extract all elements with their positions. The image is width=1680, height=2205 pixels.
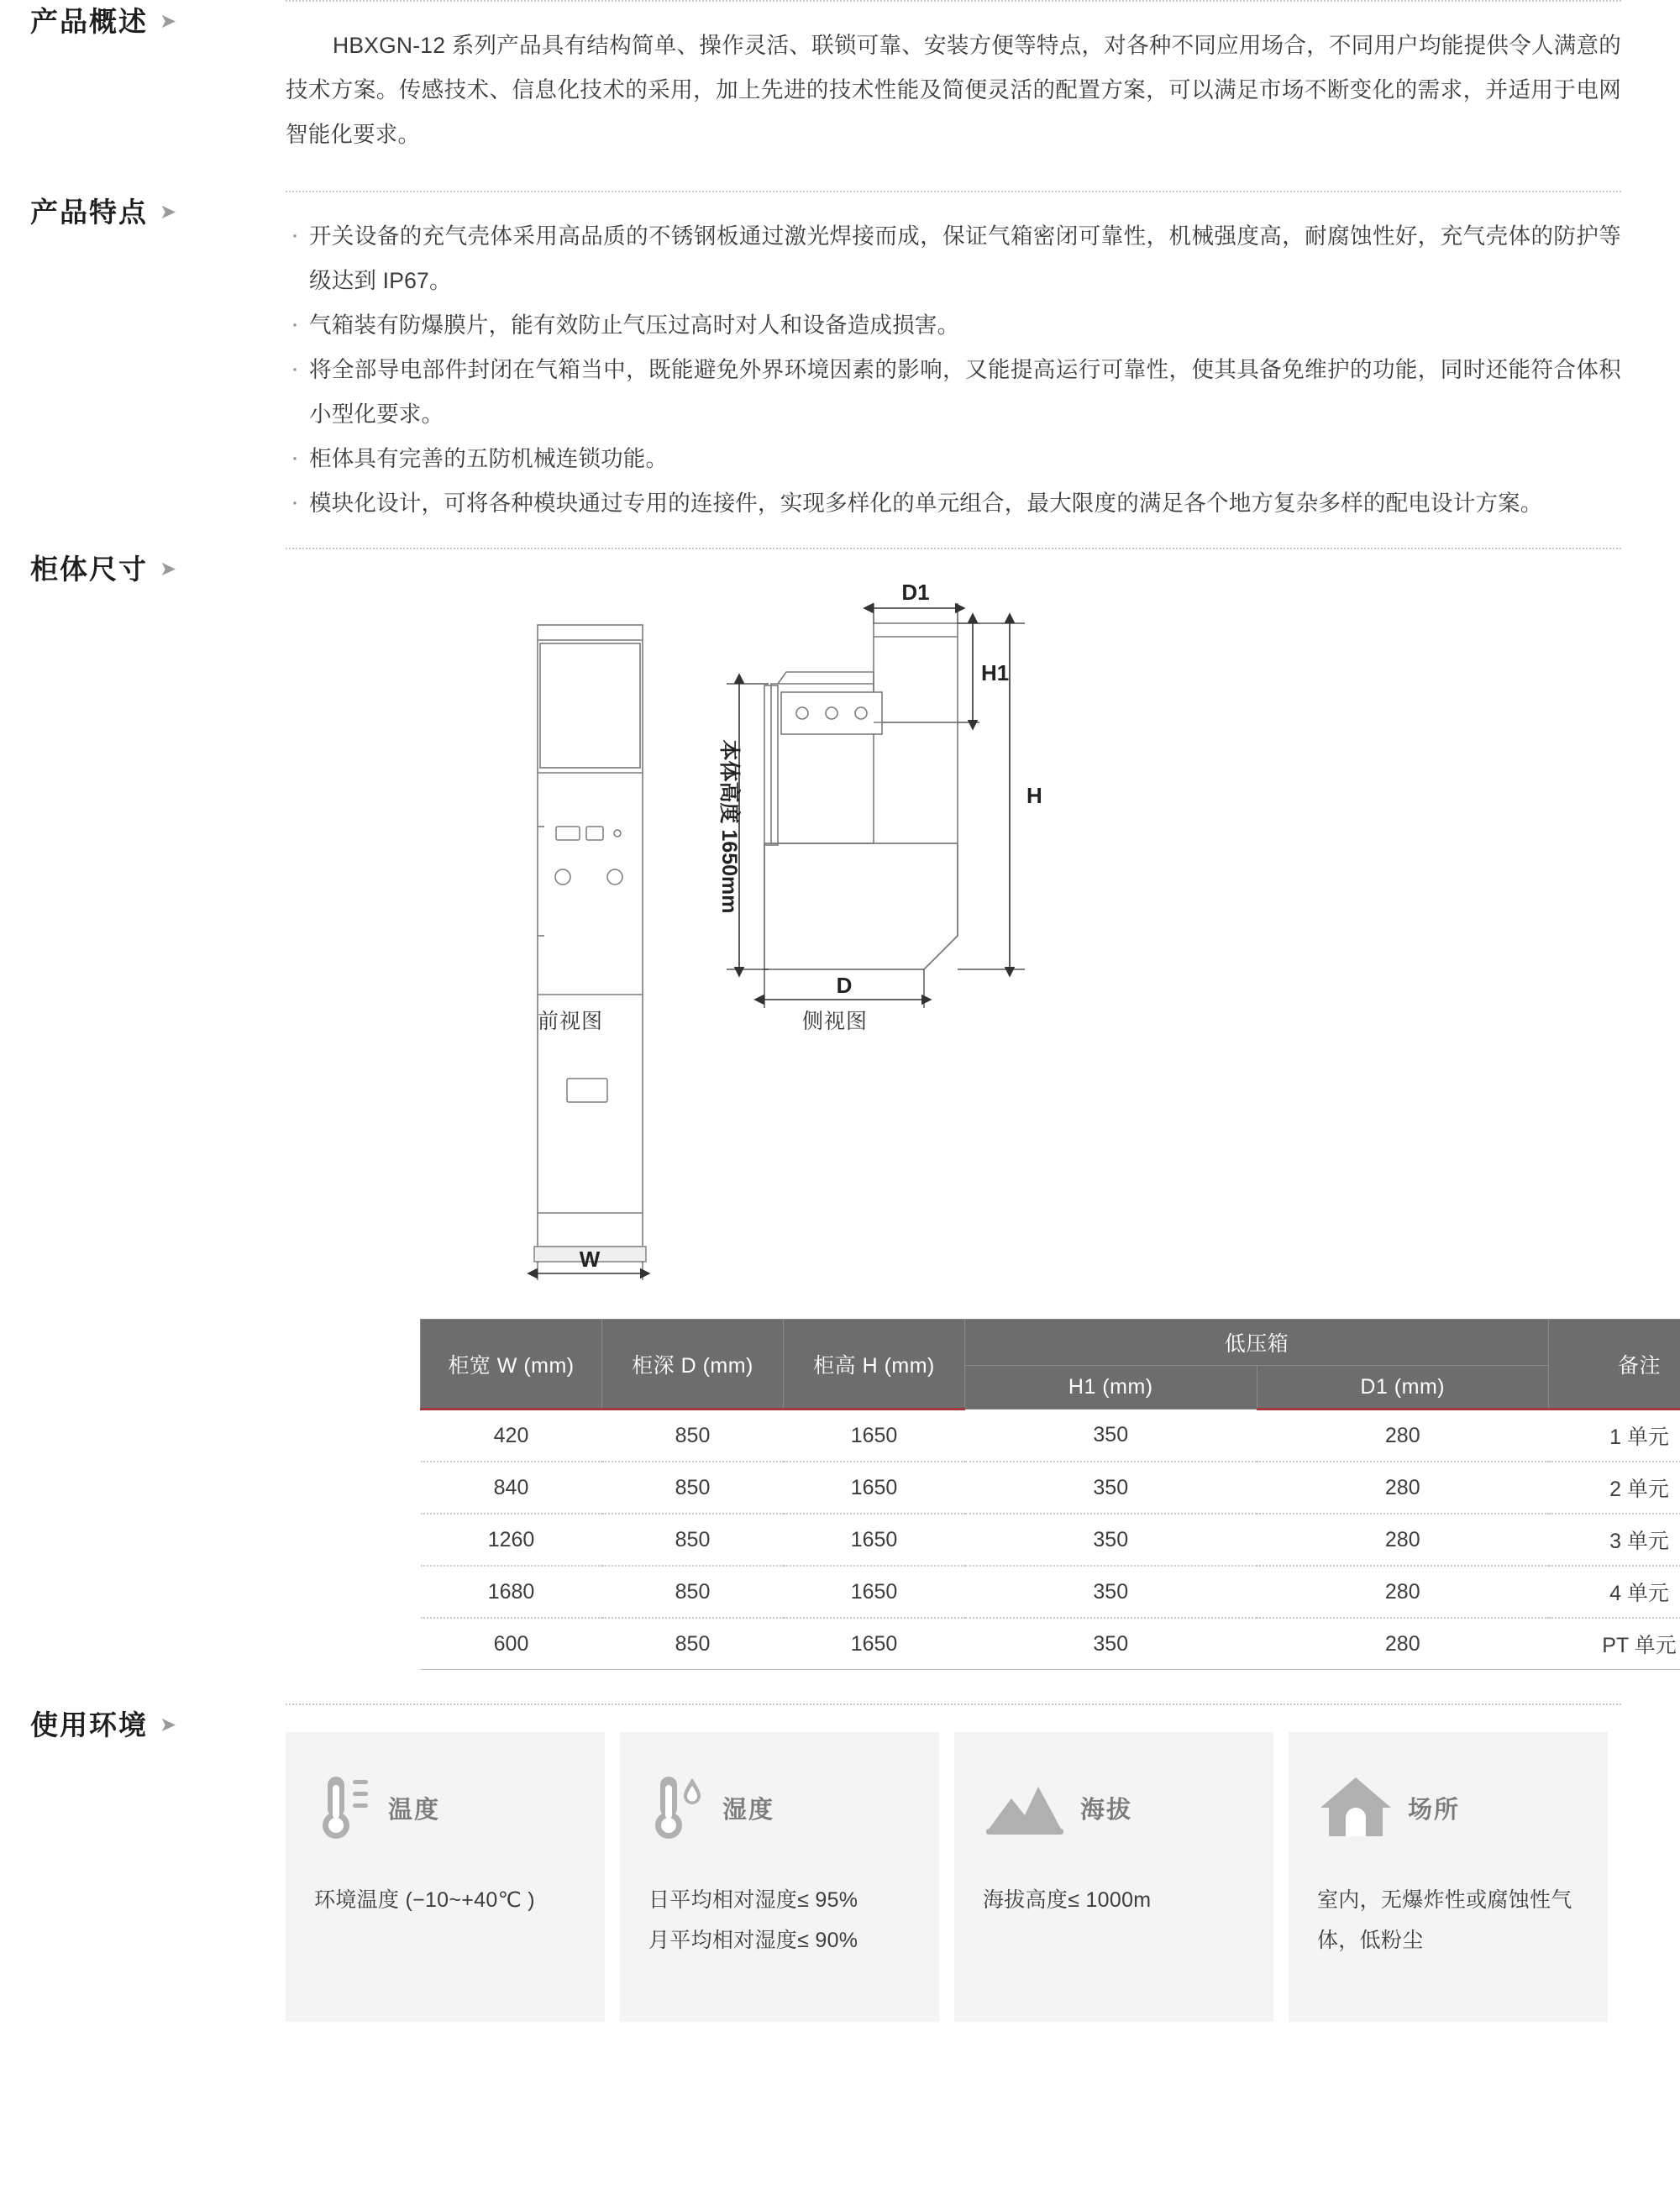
section-heading-features bbox=[0, 191, 286, 230]
chevron-right-icon: ➤ bbox=[160, 557, 177, 580]
card-header bbox=[1317, 1766, 1579, 1850]
section-title: 柜体尺寸 bbox=[30, 554, 148, 585]
front-view-caption: 前视图 bbox=[538, 1010, 604, 1033]
cell-remark: PT 单元 bbox=[1549, 1618, 1680, 1670]
cell-w: 1680 bbox=[421, 1566, 602, 1618]
cell-h1: 350 bbox=[965, 1514, 1257, 1566]
cell-remark: 4 单元 bbox=[1549, 1566, 1680, 1618]
list-item: · 开关设备的充气壳体采用高品质的不锈钢板通过激光焊接而成，保证气箱密闭可靠性，机械强度高，耐腐蚀性好，充气壳体的防护等级达到 IP67。 bbox=[286, 214, 1621, 303]
card-text-line: 月平均相对湿度≤ 90% bbox=[648, 1929, 858, 1952]
section-title: 产品概述 bbox=[30, 6, 148, 37]
section-heading-dimensions bbox=[0, 548, 286, 587]
table-row bbox=[421, 1410, 1680, 1462]
cell-d1: 280 bbox=[1257, 1514, 1549, 1566]
label-w: W bbox=[579, 1247, 601, 1272]
cell-h: 1650 bbox=[784, 1410, 965, 1462]
table-body bbox=[421, 1410, 1680, 1670]
section-dimensions bbox=[0, 548, 1677, 1670]
cabinet-drawing-svg bbox=[286, 575, 1646, 1297]
list-item: · 气箱装有防爆膜片，能有效防止气压过高时对人和设备造成损害。 bbox=[286, 303, 1621, 348]
cell-h: 1650 bbox=[784, 1514, 965, 1566]
th-lv-box: 低压箱 bbox=[965, 1320, 1549, 1366]
th-remark: 备注 bbox=[1549, 1320, 1680, 1410]
label-h1: H1 bbox=[981, 660, 1010, 685]
table-row bbox=[421, 1462, 1680, 1514]
table-row bbox=[421, 1514, 1680, 1566]
card-text bbox=[1317, 1880, 1579, 1961]
chevron-right-icon: ➤ bbox=[160, 1713, 177, 1736]
side-view-caption: 侧视图 bbox=[802, 1010, 869, 1033]
section-body-features bbox=[286, 191, 1621, 526]
label-h: H bbox=[1026, 783, 1042, 808]
section-features bbox=[0, 191, 1630, 526]
house-icon bbox=[1317, 1774, 1394, 1841]
cell-d: 850 bbox=[602, 1410, 784, 1462]
cell-h1: 350 bbox=[965, 1462, 1257, 1514]
cell-d1: 280 bbox=[1257, 1462, 1549, 1514]
section-title: 使用环境 bbox=[30, 1709, 148, 1740]
cell-remark: 2 单元 bbox=[1549, 1462, 1680, 1514]
cell-h: 1650 bbox=[784, 1566, 965, 1618]
section-heading-environment bbox=[0, 1704, 286, 1743]
table-header bbox=[421, 1320, 1680, 1410]
cell-d: 850 bbox=[602, 1566, 784, 1618]
feature-list bbox=[286, 214, 1621, 526]
humidity-icon bbox=[648, 1772, 709, 1844]
cell-d: 850 bbox=[602, 1514, 784, 1566]
cell-d1: 280 bbox=[1257, 1566, 1549, 1618]
environment-card-place bbox=[1289, 1732, 1608, 2022]
card-text-line: 海拔高度≤ 1000m bbox=[983, 1888, 1152, 1912]
card-text-line: 室内，无爆炸性或腐蚀性气体，低粉尘 bbox=[1317, 1888, 1572, 1952]
environment-card-humidity bbox=[620, 1732, 939, 2022]
section-body-overview bbox=[286, 0, 1621, 157]
card-header bbox=[314, 1766, 576, 1850]
label-body-height: 本体高度 1650mm bbox=[717, 739, 741, 914]
list-item: · 将全部导电部件封闭在气箱当中，既能避免外界环境因素的影响，又能提高运行可靠性，使其具备免维护的功能，同时还能符合体积小型化要求。 bbox=[286, 348, 1621, 437]
card-label: 海拔 bbox=[1080, 1796, 1133, 1824]
card-text-line: 环境温度 (−10~+40℃ ) bbox=[314, 1888, 535, 1912]
section-title: 产品特点 bbox=[30, 197, 148, 228]
cell-remark: 1 单元 bbox=[1549, 1410, 1680, 1462]
table-header-row-top bbox=[421, 1320, 1680, 1366]
th-depth: 柜深 D (mm) bbox=[602, 1320, 784, 1410]
cell-w: 1260 bbox=[421, 1514, 602, 1566]
list-item: · 柜体具有完善的五防机械连锁功能。 bbox=[286, 437, 1621, 481]
list-item: · 模块化设计，可将各种模块通过专用的连接件，实现多样化的单元组合，最大限度的满足各个地方复杂多样的配电设计方案。 bbox=[286, 481, 1621, 526]
section-body-environment bbox=[286, 1704, 1621, 2022]
dimensions-table bbox=[420, 1319, 1680, 1670]
th-width: 柜宽 W (mm) bbox=[421, 1320, 602, 1410]
section-overview bbox=[0, 0, 1630, 157]
cell-w: 840 bbox=[421, 1462, 602, 1514]
cell-h: 1650 bbox=[784, 1462, 965, 1514]
th-d1: D1 (mm) bbox=[1257, 1366, 1549, 1410]
cell-h1: 350 bbox=[965, 1410, 1257, 1462]
card-text-line: 日平均相对湿度≤ 95% bbox=[648, 1888, 858, 1912]
cell-d1: 280 bbox=[1257, 1618, 1549, 1670]
overview-paragraph: HBXGN-12 系列产品具有结构简单、操作灵活、联锁可靠、安装方便等特点，对各种不同应用场合，不同用户均能提供令人满意的技术方案。传感技术、信息化技术的采用，加上先进的技术性能及简便灵活的配置方案，可以满足市场不断变化的需求，并适用于电网智能化要求。 bbox=[286, 33, 1621, 147]
card-header bbox=[983, 1766, 1245, 1850]
label-d1: D1 bbox=[901, 580, 930, 605]
card-text bbox=[983, 1880, 1245, 1920]
cell-h: 1650 bbox=[784, 1618, 965, 1670]
chevron-right-icon: ➤ bbox=[160, 9, 177, 33]
section-body-dimensions bbox=[286, 548, 1677, 1670]
cell-d: 850 bbox=[602, 1618, 784, 1670]
section-heading-overview bbox=[0, 0, 286, 39]
environment-card-altitude bbox=[954, 1732, 1273, 2022]
label-d: D bbox=[836, 973, 853, 998]
table-row bbox=[421, 1618, 1680, 1670]
section-environment bbox=[0, 1704, 1630, 2022]
cell-h1: 350 bbox=[965, 1618, 1257, 1670]
thermometer-icon bbox=[314, 1772, 375, 1844]
environment-card-row bbox=[286, 1732, 1621, 2022]
card-label: 湿度 bbox=[722, 1796, 775, 1824]
cell-w: 600 bbox=[421, 1618, 602, 1670]
th-h1: H1 (mm) bbox=[965, 1366, 1257, 1410]
chevron-right-icon: ➤ bbox=[160, 200, 177, 223]
altitude-icon bbox=[983, 1778, 1067, 1837]
card-label: 温度 bbox=[388, 1796, 441, 1824]
th-height: 柜高 H (mm) bbox=[784, 1320, 965, 1410]
card-label: 场所 bbox=[1408, 1796, 1461, 1824]
card-text bbox=[648, 1880, 911, 1961]
cell-h1: 350 bbox=[965, 1566, 1257, 1618]
cell-d: 850 bbox=[602, 1462, 784, 1514]
environment-card-temperature bbox=[286, 1732, 605, 2022]
cell-remark: 3 单元 bbox=[1549, 1514, 1680, 1566]
table-row bbox=[421, 1566, 1680, 1618]
card-text bbox=[314, 1880, 576, 1920]
cell-d1: 280 bbox=[1257, 1410, 1549, 1462]
cell-w: 420 bbox=[421, 1410, 602, 1462]
cabinet-drawing bbox=[286, 575, 1621, 1314]
card-header bbox=[648, 1766, 911, 1850]
